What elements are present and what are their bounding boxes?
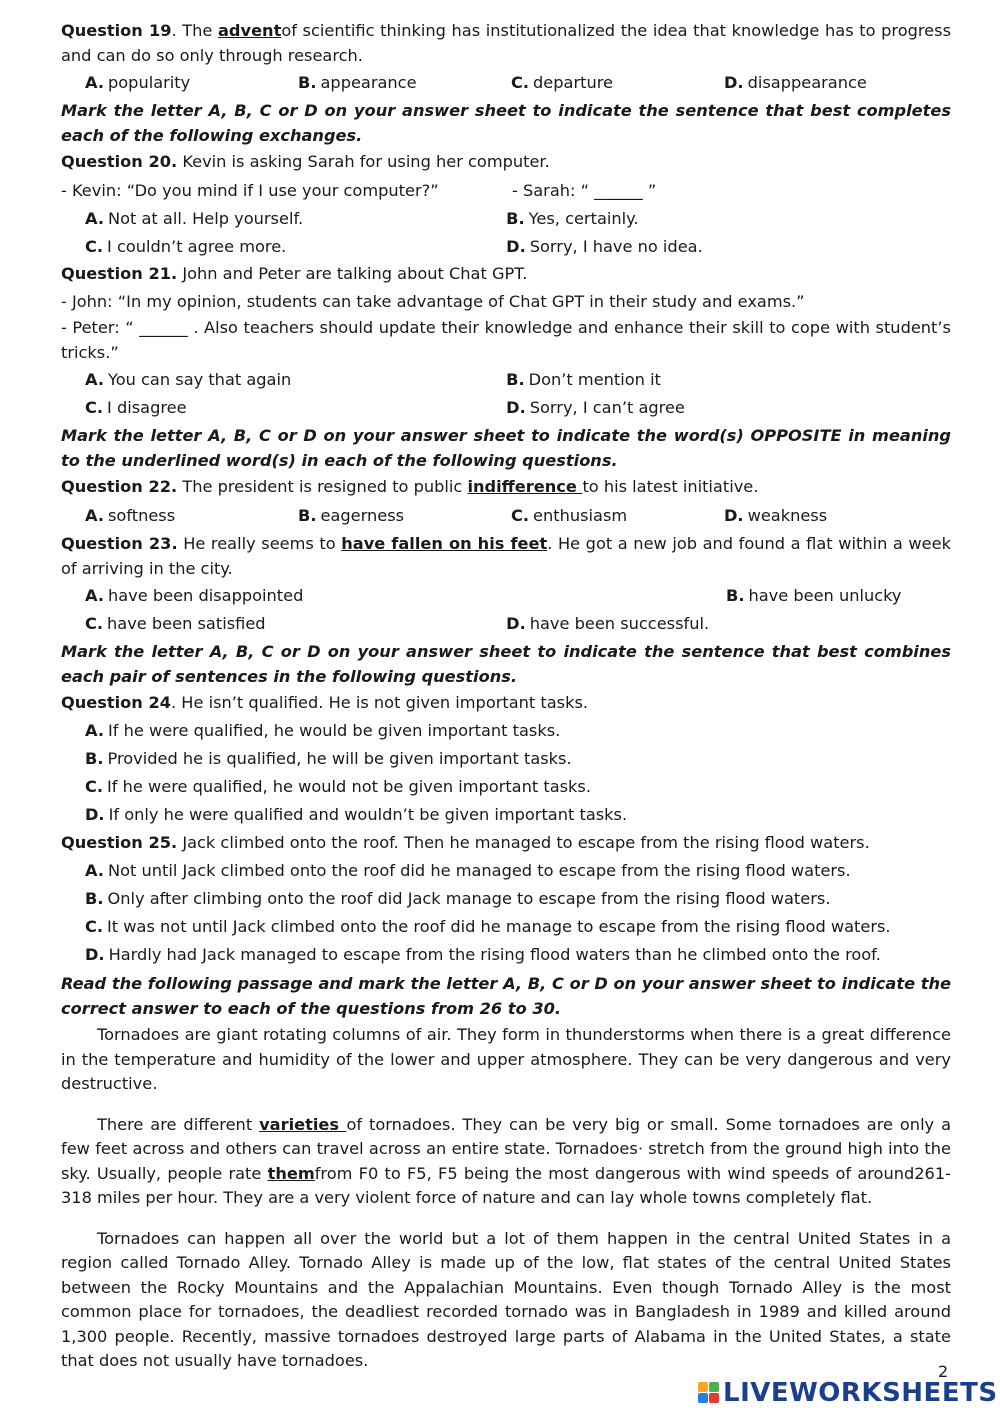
instruction-exchanges: Mark the letter A, B, C or D on your answer sheet to indicate the sentence that best completes each of the following exchanges. [61,101,951,145]
option-b[interactable]: B. eagerness [298,505,405,525]
answer-options [61,365,951,393]
option-d[interactable]: D. have been successful. [506,613,710,633]
option-d[interactable]: D. Sorry, I can’t agree [506,397,685,417]
worksheet-page [61,19,951,1390]
question-25 [61,829,951,857]
question-text: Kevin is asking Sarah for using her computer. [182,152,550,171]
passage-paragraph-2: There are different varieties of tornadoes. They can be very big or small. Some tornadoes are only a few feet across and others can travel across an entire state. Tornadoes· stretch from the ground high into the sky. Usually, people rate themfrom F0 to F5, F5 being the most dangerous with wind speeds of around261-318 miles per hour. They are a very violent force of nature and can lay whole towns completely flat. [61,1114,951,1208]
instruction-combine: Mark the letter A, B, C or D on your answer sheet to indicate the sentence that best combines each pair of sentences in the following questions. [61,642,951,686]
question-label: Question 21. [61,264,178,283]
question-text: He really seems to [183,534,342,553]
question-text: of scientific thinking has institutionalized the idea that knowledge has to progress and can do so only through research. [61,21,952,65]
option-d[interactable]: D. Sorry, I have no idea. [506,236,703,256]
instruction-passage: Read the following passage and mark the letter A, B, C or D on your answer sheet to indicate the correct answer to each of the questions from 26 to 30. [61,974,951,1018]
option-d[interactable]: D. Hardly had Jack managed to escape from the rising flood waters than he climbed onto the roof. [85,945,881,964]
option-b[interactable]: B. appearance [298,72,417,92]
option-d[interactable]: D. disappearance [724,72,867,92]
liveworksheets-logo-icon [698,1382,720,1404]
answer-options [61,204,951,232]
option-a[interactable]: A. have been disappointed [85,585,304,605]
question-label: Question 20. [61,152,178,171]
question-24 [61,689,951,717]
option-b[interactable]: B. Provided he is qualified, he will be given important tasks. [85,749,572,768]
underlined-word: them [267,1163,315,1183]
option-c[interactable]: C. I disagree [85,397,187,417]
question-text: John and Peter are talking about Chat GPT. [182,264,528,283]
underlined-word: advent [218,21,282,40]
answer-options [61,393,951,421]
answer-options [61,609,951,637]
answer-options [61,501,951,529]
question-text: to his latest initiative. [582,477,759,496]
option-c[interactable]: C. enthusiasm [511,505,628,525]
option-b[interactable]: B. Yes, certainly. [506,208,639,228]
page-number: 2 [938,1362,949,1381]
answer-options [61,68,951,96]
option-b[interactable]: B. Don’t mention it [506,369,661,389]
dialog-john: - John: “In my opinion, students can take advantage of Chat GPT in their study and exams.” [61,292,805,311]
underlined-phrase: have fallen on his feet [341,534,548,553]
question-21 [61,260,951,288]
option-b[interactable]: B. Only after climbing onto the roof did Jack manage to escape from the rising flood waters. [85,889,831,908]
option-c[interactable]: C. If he were qualified, he would not be given important tasks. [85,777,591,796]
dialog-sarah: - Sarah: “ ______ ” [512,180,657,200]
dialog-peter: - Peter: “ ______ . Also teachers should update their knowledge and enhance their skill to cope with student’s tricks.” [61,318,951,362]
option-d[interactable]: D. weakness [724,505,828,525]
option-a[interactable]: A. softness [85,505,176,525]
question-20 [61,148,951,176]
option-a[interactable]: A. Not until Jack climbed onto the roof did he managed to escape from the rising flood waters. [85,861,851,880]
question-label: Question 25. [61,833,178,852]
underlined-word: indifference [467,477,583,496]
question-19: Question 19. The adventof scientific thinking has institutionalized the idea that knowledge has to progress and can do so only through research. [61,21,952,65]
option-d[interactable]: D. If only he were qualified and wouldn’t be given important tasks. [85,805,628,824]
option-c[interactable]: C. departure [511,72,613,92]
option-a[interactable]: A. You can say that again [85,369,292,389]
question-text: The [182,21,218,40]
option-a[interactable]: A. Not at all. Help yourself. [85,208,304,228]
liveworksheets-brand[interactable] [698,1378,998,1408]
dialog-line [61,176,951,204]
option-c[interactable]: C. I couldn’t agree more. [85,236,287,256]
question-23 [61,532,951,581]
option-c[interactable]: C. have been satisfied [85,613,266,633]
question-text: . He isn’t qualified. He is not given important tasks. [171,693,589,712]
option-a[interactable]: A. popularity [85,72,191,92]
underlined-word: varieties [259,1114,347,1134]
question-label: Question 22. [61,477,178,496]
question-22 [61,473,951,501]
option-a[interactable]: A. If he were qualified, he would be given important tasks. [85,721,561,740]
question-label: Question 24 [61,693,171,712]
answer-options [61,581,951,609]
question-text: The president is resigned to public [182,477,468,496]
passage-paragraph-3: Tornadoes can happen all over the world but a lot of them happen in the central United States in a region called Tornado Alley. Tornado Alley is made up of the low, flat states of the central United States between the Rocky Mountains and the Appalachian Mountains. Even though Tornado Alley is the most common place for tornadoes, the deadliest recorded tornado was in Bangladesh in 1989 and killed around 1,300 people. Recently, massive tornadoes destroyed large parts of Alabama in the United States, a state that does not usually have tornadoes. [61,1228,951,1371]
brand-text: LIVEWORKSHEETS [723,1378,998,1408]
dialog-kevin: - Kevin: “Do you mind if I use your computer?” [61,180,439,200]
answer-options [61,232,951,260]
question-label: Question 23. [61,534,178,553]
question-text: Jack climbed onto the roof. Then he managed to escape from the rising flood waters. [182,833,870,852]
option-b[interactable]: B. have been unlucky [726,585,902,605]
question-label: Question 19 [61,21,172,40]
option-c[interactable]: C. It was not until Jack climbed onto the roof did he manage to escape from the rising flood waters. [85,917,891,936]
passage-paragraph-1: Tornadoes are giant rotating columns of air. They form in thunderstorms when there is a great difference in the temperature and humidity of the lower and upper atmosphere. They can be very dangerous and very destructive. [61,1025,951,1093]
instruction-opposite: Mark the letter A, B, C or D on your answer sheet to indicate the word(s) OPPOSITE in meaning to the underlined word(s) in each of the following questions. [61,426,951,470]
question-text: . He got a new job and found a flat within a week of arriving in the city. [61,534,951,578]
